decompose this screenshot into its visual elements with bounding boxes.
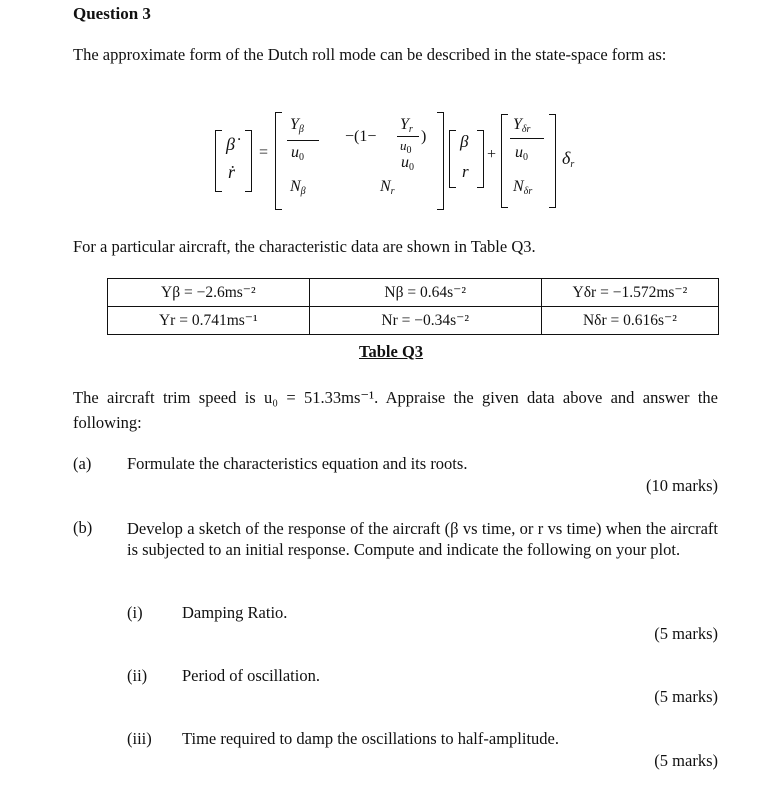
equals-sign: = [259, 144, 269, 161]
table-cell: Nβ = 0.64s⁻² [309, 279, 541, 307]
a12-inner-numerator: $Y_r$ [400, 116, 413, 135]
subpart-iii-label: (iii) [127, 729, 152, 748]
a12-suffix: ) [421, 128, 427, 145]
a12-prefix: −(1− [345, 128, 377, 145]
lhs-bracket-left [215, 130, 222, 192]
a11-denominator: $u_0$ [291, 144, 304, 163]
table-cell: Nδr = 0.616s⁻² [541, 307, 718, 335]
characteristic-data-table [107, 278, 719, 335]
a12-inner-fraction-bar [397, 136, 419, 137]
state-bracket-right [477, 130, 484, 188]
subpart-iii-text: Time required to damp the oscillations to half-amplitude. [182, 729, 559, 748]
lhs-bracket-right [245, 130, 252, 192]
b-matrix-bracket-right [549, 114, 556, 208]
b2-element: $N_{\delta r}$ [513, 178, 533, 197]
b1-denominator: $u_0$ [515, 144, 528, 163]
table-intro: For a particular aircraft, the characteristic data are shown in Table Q3. [73, 237, 536, 256]
question-title: Question 3 [73, 4, 151, 23]
subpart-i-label: (i) [127, 603, 143, 622]
table-cell: Yδr = −1.572ms⁻² [541, 279, 718, 307]
input-delta-r: $\delta_r$ [562, 148, 575, 170]
table-cell: Nr = −0.34s⁻² [309, 307, 541, 335]
lhs-r-dot: ṙ [228, 162, 236, 182]
trim-speed-paragraph: The aircraft trim speed is u₀ = 51.33ms⁻¹. Appraise the given data above and answer the following: [73, 388, 718, 432]
a-matrix-bracket-right [437, 112, 444, 210]
part-b-text: Develop a sketch of the response of the aircraft (β vs time, or r vs time) when the aircraft is subjected to an initial response. Compute and indicate the following on your plot. [127, 519, 718, 559]
a11-numerator: $Y_\beta$ [290, 116, 304, 135]
b1-numerator: $Y_{\delta r}$ [513, 116, 531, 135]
state-beta: β [460, 132, 469, 151]
state-space-equation [215, 110, 595, 210]
part-a-text: Formulate the characteristics equation and its roots. [127, 454, 468, 473]
subpart-i-text: Damping Ratio. [182, 603, 288, 622]
table-cell: Yr = 0.741ms⁻¹ [108, 307, 310, 335]
table-caption: Table Q3 [359, 342, 424, 361]
lhs-beta-dot: β̇ [226, 134, 235, 154]
state-bracket-left [449, 130, 456, 188]
table-cell: Yβ = −2.6ms⁻² [108, 279, 310, 307]
subpart-i-marks: (5 marks) [654, 624, 718, 643]
table-row [108, 307, 719, 335]
a-matrix-bracket-left [275, 112, 282, 210]
a22-element: $N_r$ [380, 178, 395, 197]
subpart-ii-label: (ii) [127, 666, 148, 685]
a12-denominator: $u_0$ [401, 154, 414, 173]
b-matrix-bracket-left [501, 114, 508, 208]
b1-fraction-bar [510, 138, 544, 139]
subpart-iii-marks: (5 marks) [654, 751, 718, 770]
subpart-ii-text: Period of oscillation. [182, 666, 320, 685]
a11-fraction-bar [287, 140, 319, 141]
a21-element: $N_\beta$ [290, 178, 306, 197]
plus-sign: + [487, 146, 497, 163]
state-r: r [462, 162, 469, 181]
a12-inner-denominator: $u_0$ [400, 138, 412, 156]
part-b-label: (b) [73, 518, 93, 537]
intro-paragraph: The approximate form of the Dutch roll mode can be described in the state-space form as: [73, 45, 667, 64]
subpart-ii-marks: (5 marks) [654, 687, 718, 706]
part-a-label: (a) [73, 454, 92, 473]
table-row [108, 279, 719, 307]
part-a-marks: (10 marks) [646, 476, 718, 495]
